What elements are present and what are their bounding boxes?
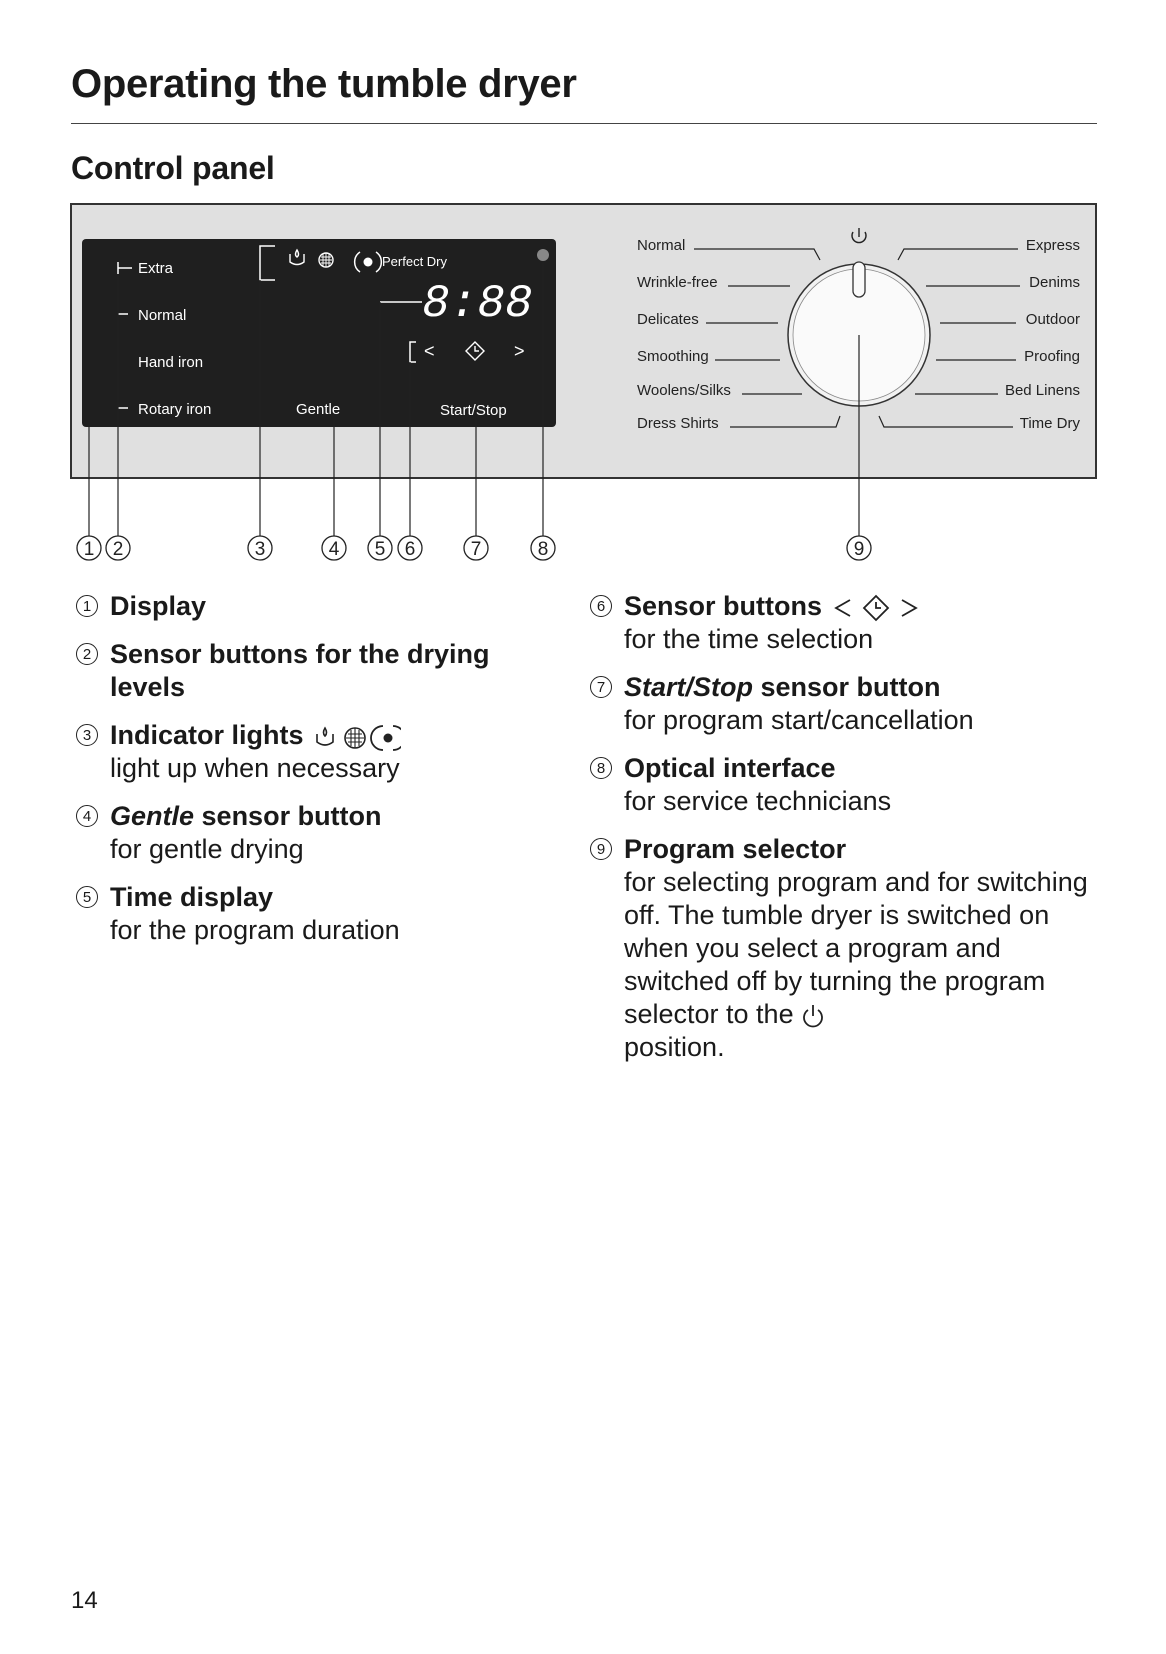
control-panel-figure <box>0 0 1166 580</box>
time-display <box>422 278 532 330</box>
arrow-right-icon <box>902 600 916 616</box>
section-title: Control panel <box>71 150 275 186</box>
program-bed-linens: Bed Linens <box>1004 382 1080 399</box>
power-icon <box>801 1003 825 1029</box>
drying-level-rotary-iron: Rotary iron <box>138 401 212 418</box>
legend-right <box>590 590 1110 1079</box>
program-time-dry: Time Dry <box>1019 415 1080 432</box>
arrow-left-icon: < <box>424 341 435 361</box>
legend-title: Sensor buttons for the drying levels <box>110 639 490 702</box>
optical-interface <box>537 249 549 261</box>
legend-item-time-display <box>76 881 546 947</box>
indicator-icons <box>311 722 401 752</box>
gentle-label: Gentle <box>296 401 341 418</box>
program-dress-shirts: Dress Shirts <box>637 415 719 432</box>
legend-title: sensor button <box>753 672 941 702</box>
callout-2: 2 <box>112 539 124 560</box>
program-normal: Normal <box>637 237 686 254</box>
legend-item-display <box>76 590 546 623</box>
legend-description: for program start/cancellation <box>624 705 974 735</box>
callout-3: 3 <box>254 539 266 560</box>
perfect-dry-icon <box>371 726 401 750</box>
program-proofing: Proofing <box>1024 348 1080 365</box>
legend-title-italic: Gentle <box>110 801 195 831</box>
callout-4: 4 <box>328 539 340 560</box>
arrow-left-icon <box>836 600 850 616</box>
program-woolens-silks: Woolens/Silks <box>637 382 731 399</box>
arrow-right-icon: > <box>514 341 525 361</box>
legend-number: 6 <box>590 595 612 617</box>
legend-item-time-buttons <box>590 590 1110 656</box>
perfect-dry-label: Perfect Dry <box>382 254 448 269</box>
legend-description: for gentle drying <box>110 834 304 864</box>
callout-7: 7 <box>470 539 482 560</box>
callout-6: 6 <box>404 539 416 560</box>
program-wrinkle-free: Wrinkle-free <box>637 274 718 291</box>
legend-title: Time display <box>110 882 274 912</box>
timer-icon <box>864 596 888 620</box>
legend-title-italic: Start/Stop <box>624 672 754 702</box>
program-outdoor: Outdoor <box>1025 311 1080 328</box>
legend-title: Sensor buttons <box>624 591 823 621</box>
drying-level-hand-iron: Hand iron <box>138 354 204 371</box>
drying-level-extra: Extra <box>138 260 174 277</box>
legend-title: Program selector <box>624 834 847 864</box>
legend-number: 3 <box>76 724 98 746</box>
page-number: 14 <box>71 1587 98 1614</box>
filter-icon <box>319 253 333 267</box>
legend-title: sensor button <box>194 801 382 831</box>
legend-item-program-selector <box>590 833 1110 1064</box>
time-selection-icons <box>830 593 926 623</box>
legend-left <box>76 590 546 962</box>
callout-5: 5 <box>374 539 386 560</box>
legend-description: for selecting program and for switching off. The tumble dryer is switched on when you select a program and switched off by turning the program selector to the <box>624 867 1088 1029</box>
legend-item-start-stop <box>590 671 1110 737</box>
legend-item-gentle <box>76 800 546 866</box>
program-express: Express <box>1025 237 1080 254</box>
control-panel-diagram <box>0 0 1166 580</box>
svg-text:8:88: 8:88 <box>422 278 533 330</box>
legend-title: Optical interface <box>624 753 836 783</box>
drying-level-normal: Normal <box>138 307 187 324</box>
legend-description: for the time selection <box>624 624 874 654</box>
legend-description: for service technicians <box>624 786 892 816</box>
legend-number: 2 <box>76 643 98 665</box>
legend-number: 5 <box>76 886 98 908</box>
legend-description: for the program duration <box>110 915 400 945</box>
legend-title: Indicator lights <box>110 720 304 750</box>
program-denims: Denims <box>1029 274 1080 291</box>
legend-number: 4 <box>76 805 98 827</box>
start-stop-label: Start/Stop <box>440 402 507 419</box>
legend-description-end: position. <box>624 1032 725 1062</box>
legend-item-optical-interface <box>590 752 1110 818</box>
page-title: Operating the tumble dryer <box>71 62 577 106</box>
filter-icon <box>345 728 365 748</box>
legend-item-drying-levels <box>76 638 546 704</box>
program-delicates: Delicates <box>637 311 699 328</box>
legend-description: light up when necessary <box>110 753 400 783</box>
dial-indicator <box>853 262 865 297</box>
legend-number: 1 <box>76 595 98 617</box>
legend-number: 8 <box>590 757 612 779</box>
callout-9: 9 <box>853 539 865 560</box>
condenser-icon <box>317 728 333 745</box>
callout-8: 8 <box>537 539 549 560</box>
legend-item-indicator-lights <box>76 719 546 785</box>
callout-1: 1 <box>83 539 95 560</box>
legend-number: 9 <box>590 838 612 860</box>
program-smoothing: Smoothing <box>637 348 709 365</box>
legend-title: Display <box>110 591 207 621</box>
legend-number: 7 <box>590 676 612 698</box>
